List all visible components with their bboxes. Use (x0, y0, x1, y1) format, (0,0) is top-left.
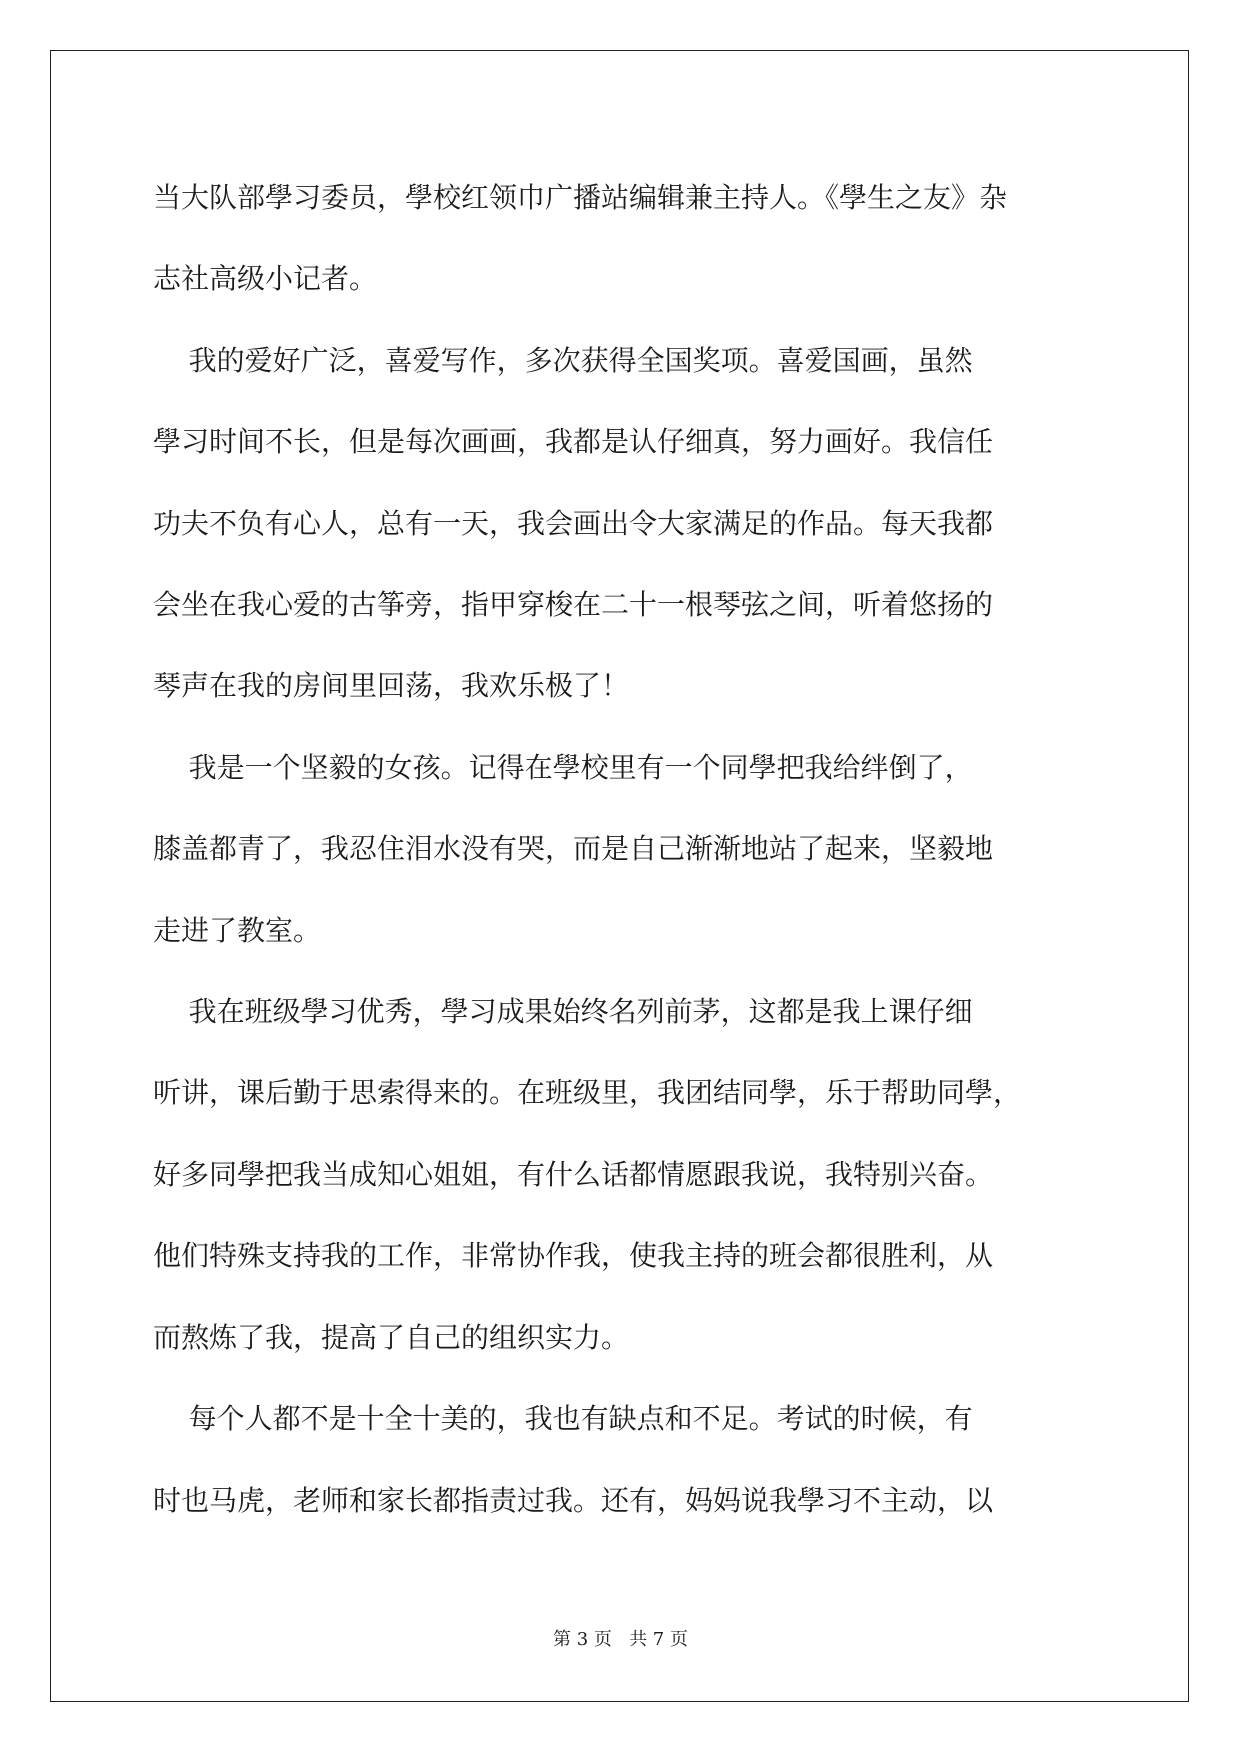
text-line: 志社高级小记者。 (153, 262, 378, 296)
text-line: 每个人都不是十全十美的，我也有缺点和不足。考试的时候，有 (153, 1402, 973, 1436)
text-line: 好多同學把我当成知心姐姐，有什么话都情愿跟我说，我特别兴奋。 (153, 1157, 994, 1191)
text-line: 走进了教室。 (153, 913, 322, 947)
text-line: 膝盖都青了，我忍住泪水没有哭，而是自己渐渐地站了起来，坚毅地 (153, 832, 994, 866)
text-line: 我是一个坚毅的女孩。记得在學校里有一个同學把我给绊倒了， (153, 750, 973, 784)
text-line: 听讲，课后勤于思索得来的。在班级里，我团结同學，乐于帮助同學， (153, 1076, 1022, 1110)
text-line: 时也马虎，老师和家长都指责过我。还有，妈妈说我學习不主动，以 (153, 1483, 994, 1517)
text-line: 琴声在我的房间里回荡，我欢乐极了！ (153, 669, 630, 703)
text-line: 學习时间不长，但是每次画画，我都是认仔细真，努力画好。我信任 (153, 425, 994, 459)
text-line: 我的爱好广泛，喜爱写作，多次获得全国奖项。喜爱国画，虽然 (153, 343, 973, 377)
text-line: 当大队部學习委员，學校红领巾广播站编辑兼主持人。《學生之友》杂 (153, 181, 1008, 214)
text-line: 我在班级學习优秀，學习成果始终名列前茅，这都是我上课仔细 (153, 995, 973, 1029)
page-footer (0, 1625, 1241, 1651)
document-body (153, 157, 1083, 1541)
page-number: 第 3 页 (553, 1629, 612, 1650)
text-line: 功夫不负有心人，总有一天，我会画出令大家满足的作品。每天我都 (153, 506, 994, 540)
text-line: 而熬炼了我，提高了自己的组织实力。 (153, 1320, 630, 1354)
text-line: 会坐在我心爱的古筝旁，指甲穿梭在二十一根琴弦之间，听着悠扬的 (153, 588, 994, 622)
total-pages: 共 7 页 (629, 1629, 688, 1650)
text-line: 他们特殊支持我的工作，非常协作我，使我主持的班会都很胜利，从 (153, 1239, 994, 1273)
